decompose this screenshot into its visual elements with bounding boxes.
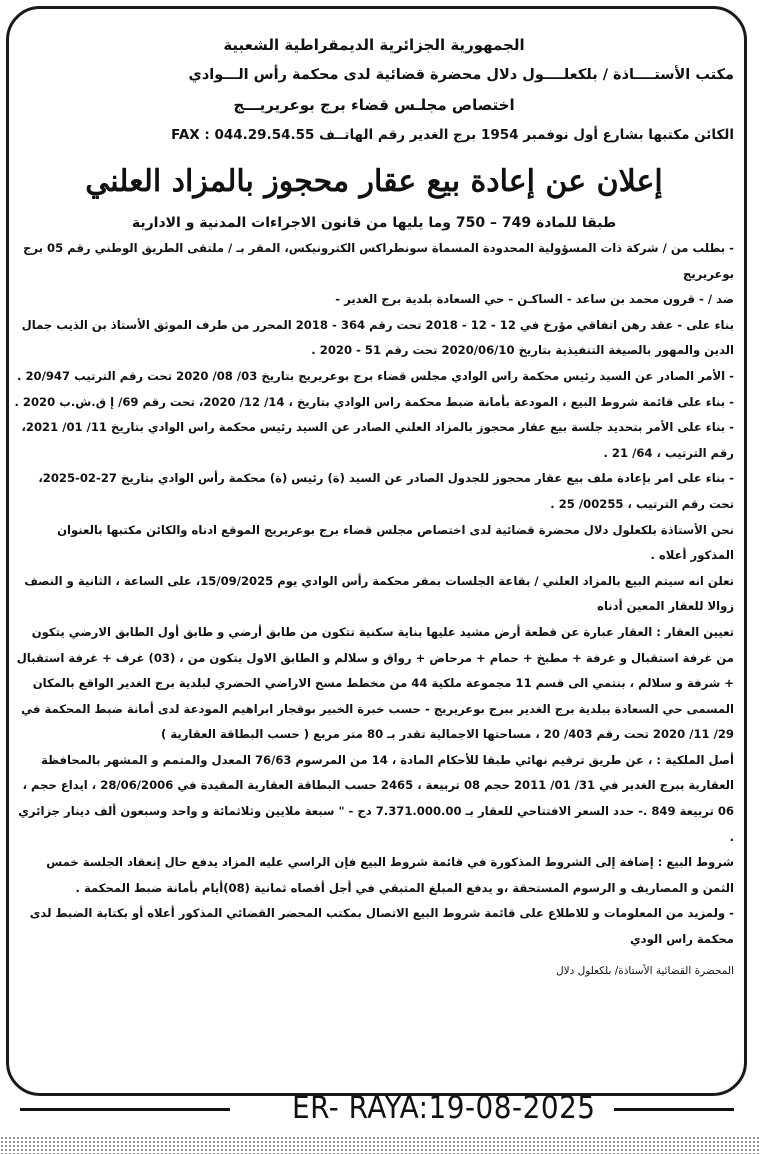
- paragraph-order: - الأمر الصادر عن السيد رئيس محكمة راس الوادي مجلس قضاء برج بوعريريج بتاريخ 03/ 08/ 2020 تحت رقم الترتيب 20/947 .: [17, 368, 734, 383]
- paragraph-session-order: - بناء على الأمر بتحديد جلسة بيع عقار محجوز بالمزاد العلني الصادر عن السيد رئيس محكمة راس الوادي بتاريخ 11/ 01/ 2021، رقم الترتيب ، 64/ 21 .: [21, 420, 734, 460]
- footer-stamp: ER- RAYA:19-08-2025: [292, 1090, 596, 1126]
- scan-noise-strip: [0, 1136, 761, 1154]
- paragraph-ownership: أصل الملكية : ، عن طريق ترقيم نهائي طبقا للأحكام المادة ، 14 من المرسوم 76/63 المعدل والمتمم و المشهر بالمحافظة العقارية ببرج الغدير في 31/ 01/ 2011 حجم 08 تربيعة ، 2465 حسب البطاقة العقارية المقيدة في 28/06/2006 ، ايداع حجم ، 06 تربيعة 849 .- حدد السعر الافتتاحي للعقار بـ 7.371.000.00 دج - " سبعة ملايين وثلاثمائة و واحد وسبعون ألف دينار جزائري .: [18, 752, 734, 844]
- legal-announcement: [14, 30, 734, 983]
- footer-rule-right: [614, 1108, 734, 1111]
- jurisdiction-heading: اختصاص مجلـس قضاء برج بوعريريـــج: [233, 96, 515, 114]
- republic-heading: الجمهورية الجزائرية الديمقراطية الشعبية: [223, 36, 525, 54]
- office-heading: مكتب الأستــــاذة / بلكعلــــول دلال محضرة قضائية لدى محكمة رأس الـــوادي: [188, 67, 734, 83]
- legal-basis: طبقا للمادة 749 – 750 وما يليها من قانون الاجراءات المدنية و الادارية: [131, 215, 617, 231]
- paragraph-conditions-list: - بناء على قائمة شروط البيع ، المودعة بأمانة ضبط محكمة راس الوادي بتاريخ ، 14/ 12/ 2020، تحت رقم 69/ إ ق.ش.ب 2020 .: [14, 394, 734, 409]
- paragraph-resale-order: - بناء على امر بإعادة ملف بيع عقار محجوز للجدول الصادر عن السيد (ة) رئيس (ة) محكمة رأس الوادي بتاريخ 27-02-2025، تحت رقم الترتيب ، 00255/ 25 .: [38, 471, 734, 511]
- paragraph-property: تعيين العقار : العقار عبارة عن قطعة أرض مشيد عليها بناية سكنية تتكون من طابق أرضي و طابق أول الطابق الارضي يتكون من غرفة استقبال و غرفة + مطبخ + حمام + مرحاض + رواق و سلالم و الطابق الاول يتكون من ، (03) غرف + غرفة استقبال + شرفة و سلالم ، بنتمي الى قسم 11 مجموعة ملكية 44 من مخطط مسح الاراضي الحضري لبلدية برج الغدير الواقع بالمكان المسمى حي السعادة ببلدية برج الغدير ببرج بوعريريج - حسب خبرة الخبير بوقجار ابراهيم المودعة لدى أمانة ضبط المحكمة في 29/ 11/ 2020 تحت رقم 403/ 20 ، مساحتها الاجمالية تقدر بـ 80 متر مربع ( حسب البطاقة العقارية ): [16, 624, 734, 742]
- paragraph-requester: - بطلب من / شركة ذات المسؤولية المحدودة المسماة سونطراكس الكترونيكس، المقر بـ / ملتقى الطريق الوطني رقم 05 برج بوعريريج: [23, 241, 734, 281]
- paragraph-sale-terms: شروط البيع : إضافة إلى الشروط المذكورة في قائمة شروط البيع فإن الراسي عليه المزاد يدفع حال إنعقاد الجلسة خمس الثمن و المصاريف و الرسوم المستحقة ،و يدفع المبلغ المتبقي في أجل أقصاه ثمانية (08)أيام بأمانة ضبط المحكمة .: [46, 855, 734, 895]
- paragraph-auction-date: تعلن انه سيتم البيع بالمزاد العلني / بقاعة الجلسات بمقر محكمة رأس الوادي يوم 15/09/2025، على الساعة ، الثانية و النصف زوالا للعقار المعين أدناه: [24, 573, 734, 614]
- office-address: الكائن مكتبها بشارع أول نوفمبر 1954 برج الغدير رقم الهاتــف FAX : 044.29.54.55: [171, 127, 734, 143]
- paragraph-bailiff: نحن الأستاذة بلكعلول دلال محضرة قضائية لدى اختصاص مجلس قضاء برج بوعريريج الموقع ادناه والكائن مكتبها بالعنوان المذكور أعلاه .: [57, 522, 734, 563]
- paragraph-against: ضد / - قرون محمد بن ساعد - الساكـن - حي السعادة بلدية برج الغدير -: [335, 292, 734, 307]
- paragraph-mortgage: بناء على - عقد رهن اتفاقي مؤرخ في 12 - 12 - 2018 تحت رقم 364 - 2018 المحرر من طرف الموثق الأستاذ بن الذيب جمال الدين والمهور بالصيغة التنفيذية بتاريخ 2020/06/10 تحت رقم 51 - 2020 .: [21, 317, 734, 358]
- announcement-title: إعلان عن إعادة بيع عقار محجوز بالمزاد العلني: [85, 164, 663, 199]
- footer-rule-left: [20, 1108, 230, 1111]
- signature-line: المحضرة القضائية الأستاذة/ بلكعلول دلال: [555, 964, 734, 977]
- paragraph-info: - ولمزيد من المعلومات و للاطلاع على قائمة شروط البيع الاتصال بمكتب المحضر القضائي المذكور أعلاه أو بكتابة الضبط لدى محكمة راس الودي: [29, 906, 734, 947]
